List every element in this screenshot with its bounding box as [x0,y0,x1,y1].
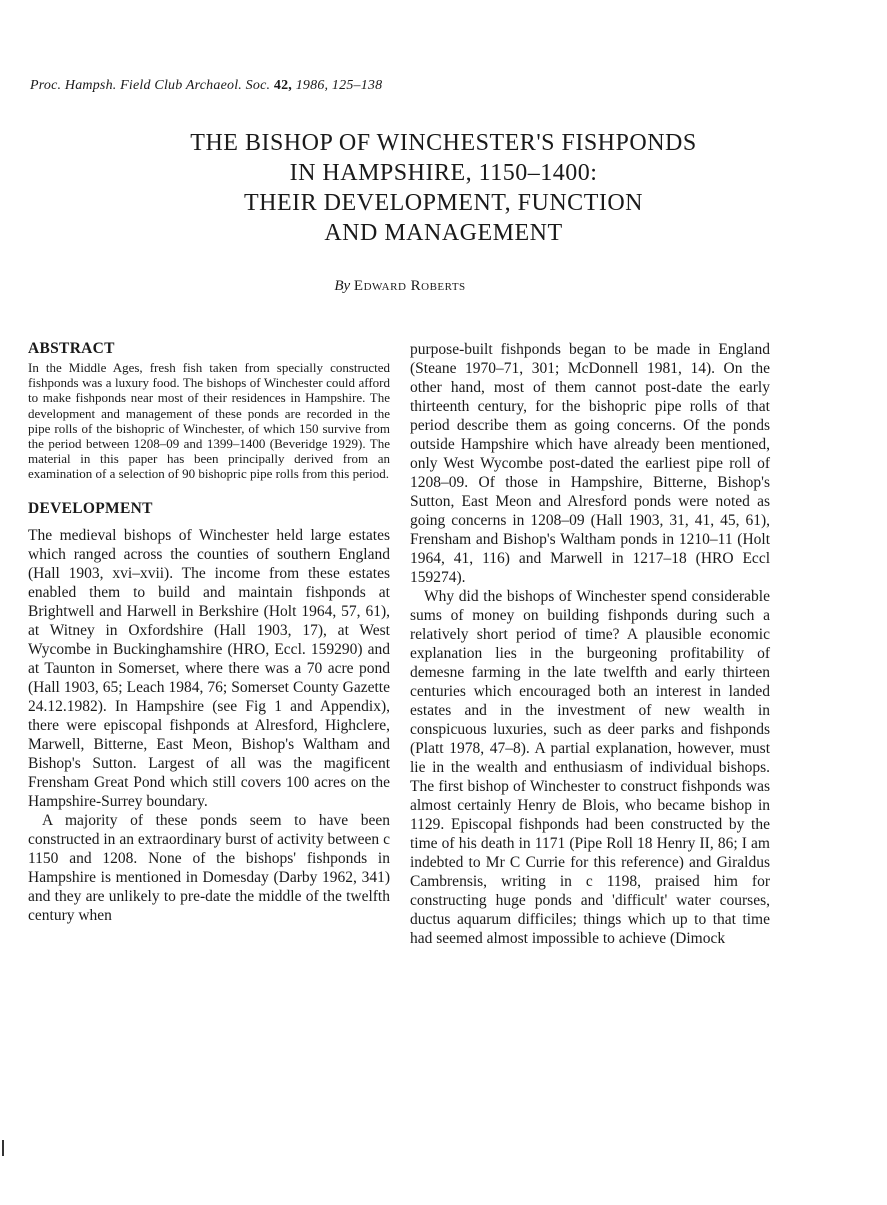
left-column [28,340,390,925]
development-paragraph-1: The medieval bishops of Winchester held large estates which ranged across the counties of southern England (Hall 1903, xvi–xvii). The income from these estates enabled them to build and maintain fishponds at Brightwell and Harwell in Berkshire (Holt 1964, 57, 61), at Witney in Oxfordshire (Hall 1903, 17), at West Wycombe in Buckinghamshire (HRO, Eccl. 159290) and at Taunton in Somerset, where there was a 70 acre pond (Hall 1903, 65; Leach 1984, 76; Somerset County Gazette 24.12.1982). In Hampshire (see Fig 1 and Appendix), there were episcopal fishponds at Alresford, Highclere, Marwell, Bitterne, East Meon, Bishop's Waltham and Bishop's Sutton. Largest of all was the magificent Frensham Great Pond which still covers 100 acres on the Hampshire-Surrey boundary. [28,526,390,810]
right-paragraph-2: Why did the bishops of Winchester spend considerable sums of money on building fishponds during such a relatively short period of time? A plausible economic explanation lies in the burgeoning profitability of demesne farming in the late twelfth and early thirteen centuries which encouraged both an interest in landed estates and in the investment of new wealth in conspicuous luxuries, such as deer parks and fishponds (Platt 1978, 47–8). A partial explanation, however, must lie in the wealth and enthusiasm of individual bishops. The first bishop of Winchester to construct fishponds was almost certainly Henry de Blois, who became bishop in 1129. Episcopal fishponds had been constructed by the time of his death in 1171 (Pipe Roll 18 Henry II, 86; I am indebted to Mr C Currie for this reference) and Giraldus Cambrensis, writing in c 1198, praised him for constructing huge ponds and 'difficult' water courses, ductus aquarum difficiles; things which up to that time had seemed almost impossible to achieve (Dimock [410,588,770,947]
right-column [410,340,770,948]
running-header [30,78,382,94]
title-line-1: THE BISHOP OF WINCHESTER'S FISHPONDS [190,130,697,156]
article-title [0,128,887,248]
journal-name: Proc. Hampsh. Field Club Archaeol. Soc. [30,78,271,93]
title-line-2: IN HAMPSHIRE, 1150–1400: [289,160,598,186]
title-line-3: THEIR DEVELOPMENT, FUNCTION [243,190,644,216]
year-pages: 1986, 125–138 [295,78,383,93]
byline-by: By [334,278,351,294]
margin-mark [2,1140,4,1156]
abstract-heading: ABSTRACT [28,340,115,357]
volume-number: 42, [273,78,293,93]
development-paragraph-2: A majority of these ponds seem to have been constructed in an extraordinary burst of activity between c 1150 and 1208. None of the bishops' fishponds in Hampshire is mentioned in Domesday (Darby 1962, 341) and they are unlikely to pre-date the middle of the twelfth century when [28,811,390,924]
abstract-text: In the Middle Ages, fresh fish taken from specially constructed fishponds was a luxury food. The bishops of Winchester could afford to make fishponds near most of their residences in Hampshire. The development and management of these ponds are recorded in the pipe rolls of the bishopric of Winchester, of which 150 survive from the period between 1208–09 and 1399–1400 (Beveridge 1929). The material in this paper has been principally derived from an examination of a selection of 90 bishopric pipe rolls from this period. [28,360,390,482]
byline [0,278,800,295]
author-name: Edward Roberts [353,278,466,294]
right-paragraph-1: purpose-built fishponds began to be made in England (Steane 1970–71, 301; McDonnell 1981, 14). On the other hand, most of them cannot post-date the early thirteenth century, for the bishopric pipe rolls of that period describe them as going concerns. Of the ponds outside Hampshire which have already been mentioned, only West Wycombe post-dated the earliest pipe roll of 1208–09. Of those in Hampshire, Bitterne, Bishop's Sutton, East Meon and Alresford ponds were noted as going concerns in 1208–09 (Hall 1903, 31, 41, 45, 61), Frensham and Bishop's Waltham ponds in 1210–11 (Holt 1964, 41, 116) and Marwell in 1217–18 (HRO Eccl 159274). [410,341,770,586]
development-heading: DEVELOPMENT [28,499,153,517]
title-line-4: AND MANAGEMENT [324,220,563,246]
